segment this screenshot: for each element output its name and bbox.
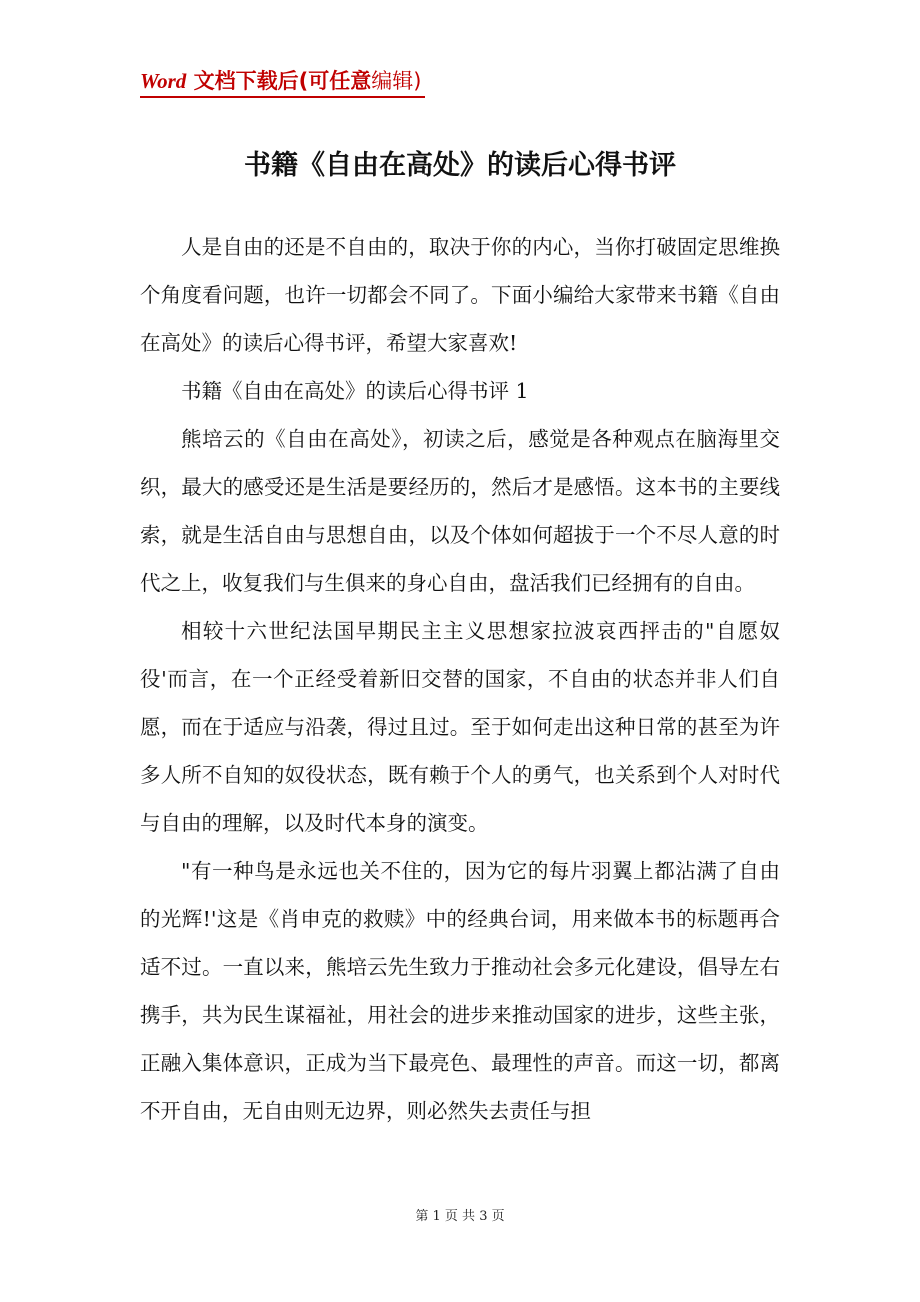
paragraph-subheading: 书籍《自由在高处》的读后心得书评 1 <box>181 379 529 403</box>
paragraph-body-2: 相较十六世纪法国早期民主主义思想家拉波哀西抨击的"自愿奴役'而言，在一个正经受着新旧交替的国家，不自由的状态并非人们自愿，而在于适应与沿袭，得过且过。至于如何走出这种日常的甚至为许多人所不自知的奴役状态，既有赖于个人的勇气，也关系到个人对时代与自由的理解，以及时代本身的演变。 <box>140 619 780 835</box>
paragraph-body-3: "有一种鸟是永远也关不住的，因为它的每片羽翼上都沾满了自由的光辉!'这是《肖申克的救赎》中的经典台词，用来做本书的标题再合适不过。一直以来，熊培云先生致力于推动社会多元化建设，倡导左右携手，共为民生谋福祉，用社会的进步来推动国家的进步，这些主张，正融入集体意识，正成为当下最亮色、最理性的声音。而这一切，都离不开自由，无自由则无边界，则必然失去责任与担 <box>140 859 780 1123</box>
page-number-footer: 第 1 页 共 3 页 <box>415 1209 505 1224</box>
paragraph-body-1: 熊培云的《自由在高处》，初读之后，感觉是各种观点在脑海里交织，最大的感受还是生活是要经历的，然后才是感悟。这本书的主要线索，就是生活自由与思想自由，以及个体如何超拔于一个不尽人意的时代之上，收复我们与生俱来的身心自由，盘活我们已经拥有的自由。 <box>140 427 780 595</box>
document-body <box>140 223 780 1135</box>
banner-word-label: Word <box>140 69 187 93</box>
document-title: 书籍《自由在高处》的读后心得书评 <box>244 150 676 181</box>
banner-bold-label: 文档下载后(可任意 <box>186 69 372 93</box>
banner-light-label: 编辑) <box>371 69 422 93</box>
download-banner <box>140 66 425 98</box>
paragraph-intro: 人是自由的还是不自由的，取决于你的内心，当你打破固定思维换个角度看问题，也许一切都会不同了。下面小编给大家带来书籍《自由在高处》的读后心得书评，希望大家喜欢! <box>140 235 780 355</box>
